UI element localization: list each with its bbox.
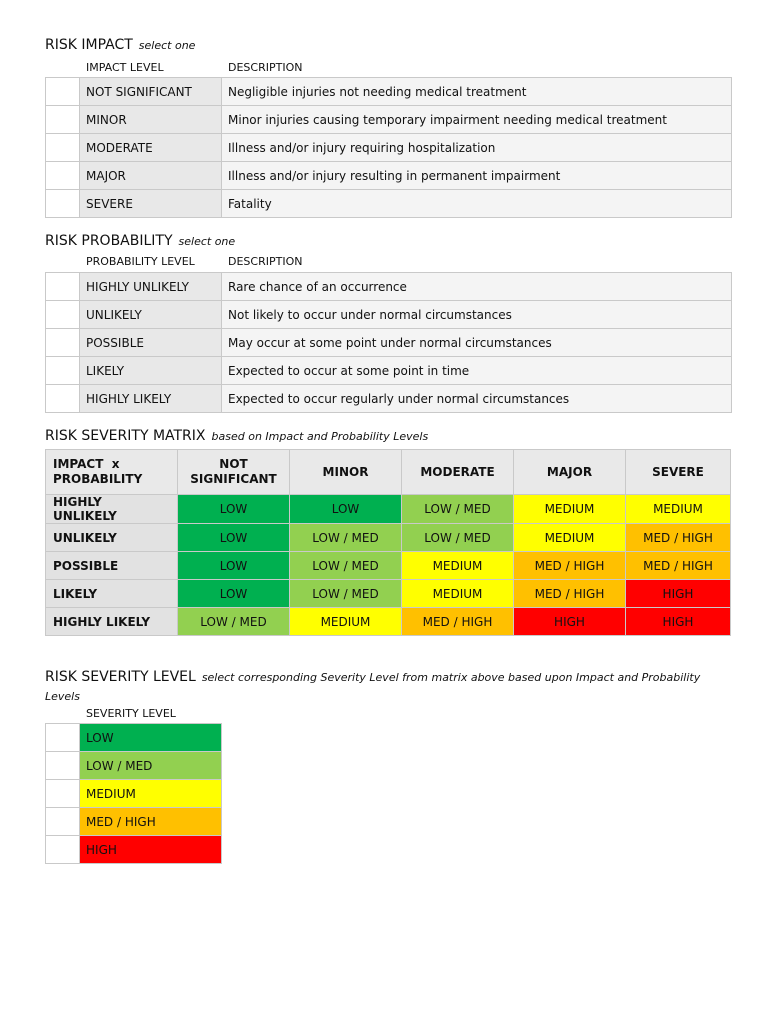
risk-probability-heading xyxy=(45,232,235,251)
probability-select-checkbox[interactable] xyxy=(46,385,80,413)
probability-level-cell: POSSIBLE xyxy=(80,329,222,357)
matrix-cell: LOW / MED xyxy=(290,552,402,580)
matrix-row-header: UNLIKELY xyxy=(46,524,178,552)
risk-matrix-note: based on Impact and Probability Levels xyxy=(211,430,429,443)
probability-select-checkbox[interactable] xyxy=(46,357,80,385)
probability-description-cell: Rare chance of an occurrence xyxy=(222,273,732,301)
risk-matrix-title: RISK SEVERITY MATRIX xyxy=(45,428,206,444)
severity-level-header: SEVERITY LEVEL xyxy=(86,707,176,720)
matrix-row xyxy=(46,524,731,552)
risk-severity-heading xyxy=(45,668,735,706)
row-line-1: HIGHLY xyxy=(53,495,102,509)
matrix-cell: MEDIUM xyxy=(402,552,514,580)
col-line-2: SIGNIFICANT xyxy=(190,472,277,486)
matrix-col-moderate xyxy=(402,450,514,495)
matrix-cell: LOW xyxy=(290,495,402,524)
matrix-cell: MED / HIGH xyxy=(514,580,626,608)
matrix-cell: HIGH xyxy=(626,608,731,636)
impact-select-checkbox[interactable] xyxy=(46,134,80,162)
row-line-2: UNLIKELY xyxy=(53,509,117,523)
matrix-cell: LOW / MED xyxy=(402,495,514,524)
probability-level-cell: UNLIKELY xyxy=(80,301,222,329)
table-row xyxy=(46,106,732,134)
corner-line-1: IMPACT x xyxy=(53,457,120,471)
severity-select-checkbox[interactable] xyxy=(46,752,80,780)
table-row xyxy=(46,329,732,357)
severity-select-checkbox[interactable] xyxy=(46,808,80,836)
severity-select-checkbox[interactable] xyxy=(46,780,80,808)
matrix-row-header: HIGHLY LIKELY xyxy=(46,608,178,636)
matrix-row xyxy=(46,495,731,524)
probability-description-cell: Expected to occur regularly under normal circumstances xyxy=(222,385,732,413)
probability-description-cell: May occur at some point under normal circumstances xyxy=(222,329,732,357)
impact-level-cell: MAJOR xyxy=(80,162,222,190)
matrix-cell: HIGH xyxy=(514,608,626,636)
impact-level-cell: SEVERE xyxy=(80,190,222,218)
matrix-col-major xyxy=(514,450,626,495)
risk-probability-note: select one xyxy=(178,235,236,248)
table-row xyxy=(46,808,222,836)
matrix-cell: MED / HIGH xyxy=(402,608,514,636)
table-row xyxy=(46,162,732,190)
severity-level-cell: HIGH xyxy=(80,836,222,864)
col-line-1: NOT xyxy=(219,457,248,471)
matrix-cell: MEDIUM xyxy=(290,608,402,636)
impact-description-cell: Illness and/or injury resulting in permanent impairment xyxy=(222,162,732,190)
probability-description-cell: Not likely to occur under normal circumstances xyxy=(222,301,732,329)
matrix-cell: MEDIUM xyxy=(514,495,626,524)
impact-select-checkbox[interactable] xyxy=(46,190,80,218)
matrix-cell: LOW / MED xyxy=(290,524,402,552)
matrix-cell: LOW xyxy=(178,552,290,580)
matrix-cell: LOW xyxy=(178,524,290,552)
matrix-col-not-significant xyxy=(178,450,290,495)
table-row xyxy=(46,273,732,301)
table-row xyxy=(46,385,732,413)
matrix-cell: LOW xyxy=(178,580,290,608)
probability-level-cell: LIKELY xyxy=(80,357,222,385)
matrix-row-header: POSSIBLE xyxy=(46,552,178,580)
table-row xyxy=(46,78,732,106)
risk-severity-note: select corresponding Severity Level from matrix above based upon Impact and Probability Levels xyxy=(45,671,701,703)
matrix-col-severe xyxy=(626,450,731,495)
corner-line-2: PROBABILITY xyxy=(53,472,143,486)
severity-select-checkbox[interactable] xyxy=(46,836,80,864)
matrix-cell: MED / HIGH xyxy=(514,552,626,580)
matrix-row xyxy=(46,580,731,608)
table-row xyxy=(46,836,222,864)
impact-description-cell: Negligible injuries not needing medical treatment xyxy=(222,78,732,106)
matrix-row-header xyxy=(46,495,178,524)
severity-matrix-table xyxy=(45,449,731,636)
matrix-header-row xyxy=(46,450,731,495)
impact-select-checkbox[interactable] xyxy=(46,162,80,190)
risk-severity-title: RISK SEVERITY LEVEL xyxy=(45,669,196,685)
severity-select-checkbox[interactable] xyxy=(46,724,80,752)
table-row xyxy=(46,752,222,780)
probability-description-cell: Expected to occur at some point in time xyxy=(222,357,732,385)
matrix-cell: MED / HIGH xyxy=(626,552,731,580)
matrix-col-minor xyxy=(290,450,402,495)
probability-select-checkbox[interactable] xyxy=(46,329,80,357)
matrix-cell: MEDIUM xyxy=(514,524,626,552)
risk-impact-note: select one xyxy=(138,39,196,52)
impact-description-cell: Fatality xyxy=(222,190,732,218)
matrix-row xyxy=(46,552,731,580)
col-line-1: MODERATE xyxy=(420,464,495,479)
impact-level-cell: NOT SIGNIFICANT xyxy=(80,78,222,106)
matrix-corner-header xyxy=(46,450,178,495)
table-row xyxy=(46,724,222,752)
table-row xyxy=(46,134,732,162)
table-row xyxy=(46,357,732,385)
matrix-cell: LOW / MED xyxy=(290,580,402,608)
impact-level-header: IMPACT LEVEL xyxy=(86,61,164,74)
severity-level-cell: MED / HIGH xyxy=(80,808,222,836)
matrix-cell: LOW / MED xyxy=(178,608,290,636)
impact-description-header: DESCRIPTION xyxy=(228,61,303,74)
col-line-1: MINOR xyxy=(322,464,369,479)
col-line-1: SEVERE xyxy=(652,464,704,479)
col-line-1: MAJOR xyxy=(546,464,593,479)
matrix-cell: MEDIUM xyxy=(626,495,731,524)
risk-probability-title: RISK PROBABILITY xyxy=(45,233,173,249)
table-row xyxy=(46,301,732,329)
matrix-row-header: LIKELY xyxy=(46,580,178,608)
impact-level-cell: MINOR xyxy=(80,106,222,134)
risk-impact-title: RISK IMPACT xyxy=(45,37,133,53)
probability-level-cell: HIGHLY LIKELY xyxy=(80,385,222,413)
matrix-row xyxy=(46,608,731,636)
risk-matrix-heading xyxy=(45,427,428,446)
probability-level-header: PROBABILITY LEVEL xyxy=(86,255,195,268)
severity-level-cell: MEDIUM xyxy=(80,780,222,808)
probability-level-cell: HIGHLY UNLIKELY xyxy=(80,273,222,301)
matrix-cell: MED / HIGH xyxy=(626,524,731,552)
matrix-cell: LOW xyxy=(178,495,290,524)
probability-table xyxy=(45,272,732,413)
impact-level-cell: MODERATE xyxy=(80,134,222,162)
severity-level-cell: LOW / MED xyxy=(80,752,222,780)
impact-table xyxy=(45,77,732,218)
risk-impact-heading xyxy=(45,36,195,55)
impact-description-cell: Illness and/or injury requiring hospitalization xyxy=(222,134,732,162)
table-row xyxy=(46,190,732,218)
severity-level-cell: LOW xyxy=(80,724,222,752)
table-row xyxy=(46,780,222,808)
matrix-cell: LOW / MED xyxy=(402,524,514,552)
impact-description-cell: Minor injuries causing temporary impairment needing medical treatment xyxy=(222,106,732,134)
probability-description-header: DESCRIPTION xyxy=(228,255,303,268)
impact-select-checkbox[interactable] xyxy=(46,78,80,106)
matrix-cell: MEDIUM xyxy=(402,580,514,608)
probability-select-checkbox[interactable] xyxy=(46,301,80,329)
severity-level-table xyxy=(45,723,222,864)
probability-select-checkbox[interactable] xyxy=(46,273,80,301)
impact-select-checkbox[interactable] xyxy=(46,106,80,134)
matrix-cell: HIGH xyxy=(626,580,731,608)
